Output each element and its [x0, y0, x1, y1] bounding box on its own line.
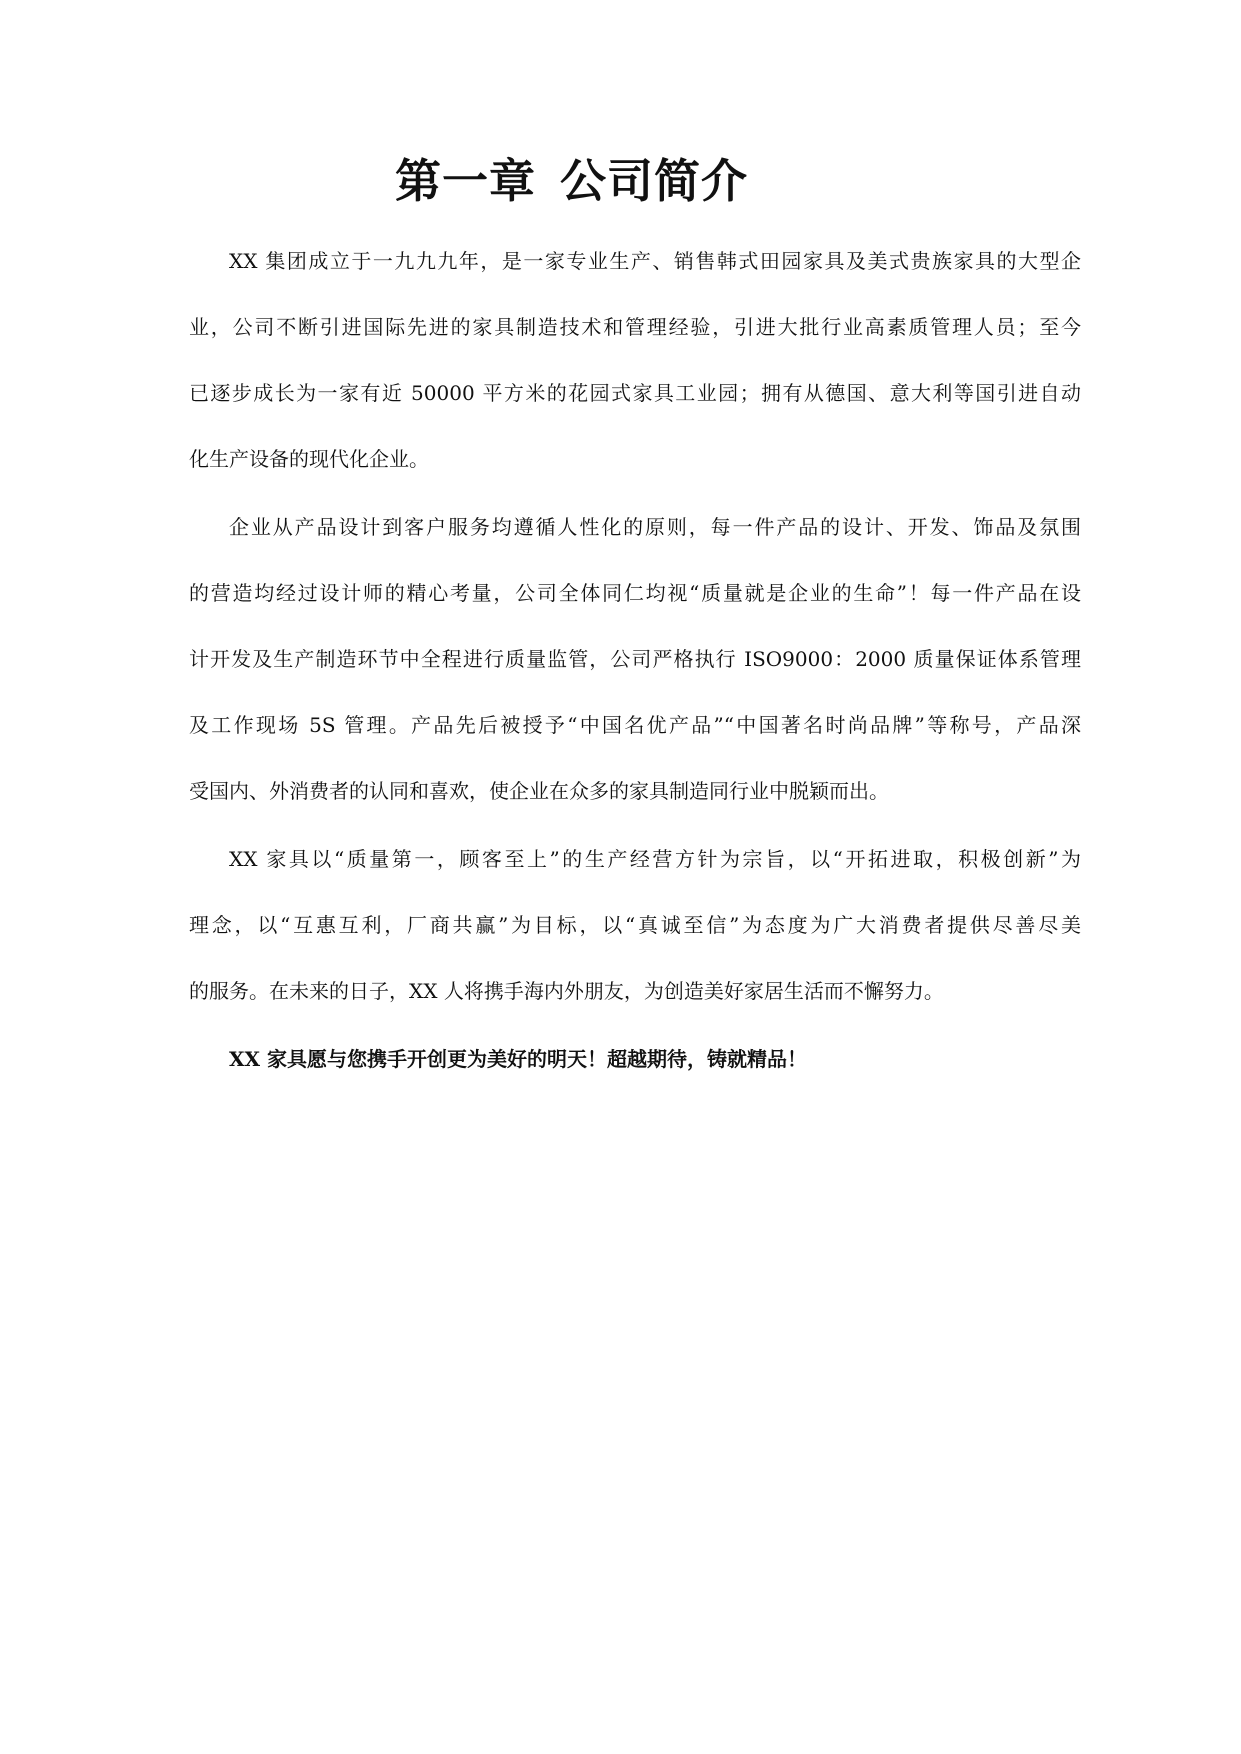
- motto-line: XX 家具愿与您携手开创更为美好的明天！超越期待，铸就精品！: [229, 1047, 807, 1071]
- text-line: 已逐步成长为一家有近 50000 平方米的花园式家具工业园；拥有从德国、意大利等国引进自动: [189, 381, 1081, 405]
- text-line: 的营造均经过设计师的精心考量，公司全体同仁均视“质量就是企业的生命”！每一件产品在设: [189, 581, 1081, 605]
- company-motto: [189, 1026, 1081, 1092]
- chapter-number: 第一章: [395, 154, 536, 208]
- text-line: 理念，以“互惠互利，厂商共赢”为目标，以“真诚至信”为态度为广大消费者提供尽善尽美: [189, 913, 1081, 937]
- text-line: 的服务。在未来的日子，XX 人将携手海内外朋友，为创造美好家居生活而不懈努力。: [189, 979, 944, 1003]
- paragraph-quality-philosophy: [189, 494, 1081, 824]
- text-line: 业，公司不断引进国际先进的家具制造技术和管理经验，引进大批行业高素质管理人员；至今: [189, 315, 1081, 339]
- text-line: 计开发及生产制造环节中全程进行质量监管，公司严格执行 ISO9000：2000 质量保证体系管理: [189, 647, 1081, 671]
- paragraph-company-history: [189, 228, 1081, 492]
- text-line: 企业从产品设计到客户服务均遵循人性化的原则，每一件产品的设计、开发、饰品及氛围: [229, 515, 1081, 539]
- chapter-name: 公司简介: [560, 154, 748, 208]
- paragraph-business-mission: [189, 826, 1081, 1024]
- text-line: XX 集团成立于一九九九年，是一家专业生产、销售韩式田园家具及美式贵族家具的大型企: [229, 249, 1081, 273]
- text-line: XX 家具以“质量第一，顾客至上”的生产经营方针为宗旨，以“开拓进取，积极创新”为: [229, 847, 1081, 871]
- text-line: 受国内、外消费者的认同和喜欢，使企业在众多的家具制造同行业中脱颖而出。: [189, 779, 889, 803]
- text-line: 及工作现场 5S 管理。产品先后被授予“中国名优产品”“中国著名时尚品牌”等称号，产品深: [189, 713, 1081, 737]
- text-line: 化生产设备的现代化企业。: [189, 447, 429, 471]
- chapter-title: [395, 148, 748, 214]
- document-body: [189, 228, 1081, 1094]
